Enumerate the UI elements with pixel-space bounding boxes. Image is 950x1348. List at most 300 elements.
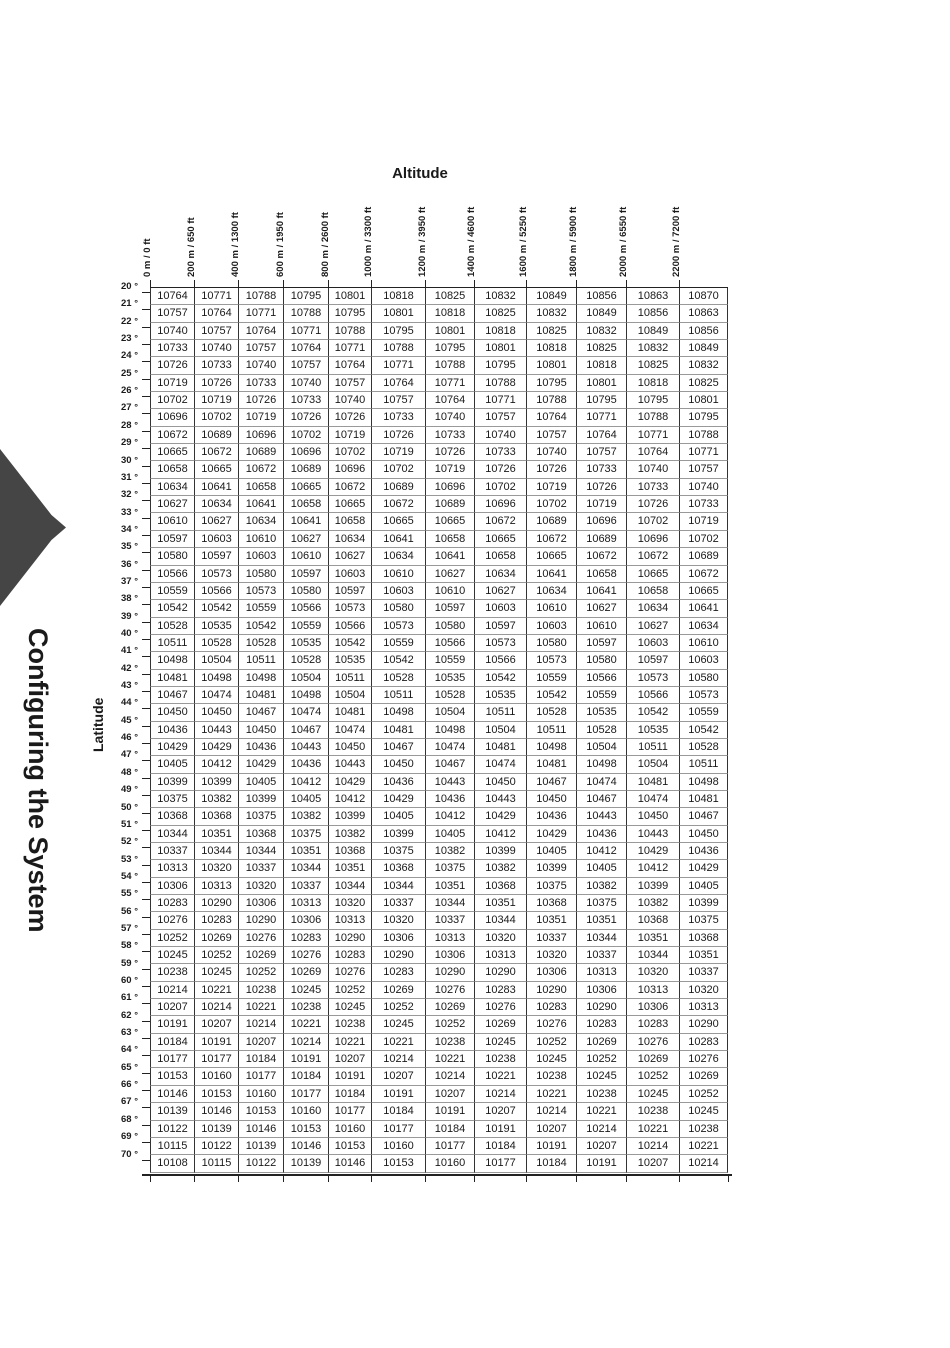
latitude-tick (142, 1090, 150, 1091)
latitude-tick (142, 951, 150, 952)
altitude-column-header: 2000 m / 6550 ft (618, 206, 629, 277)
table-cell: 10634 (526, 583, 576, 600)
table-cell: 10337 (283, 878, 328, 895)
table-cell: 10252 (526, 1034, 576, 1051)
column-top-tick (425, 280, 426, 287)
table-cell: 10283 (283, 930, 328, 947)
table-cell: 10184 (238, 1051, 283, 1068)
table-cell: 10597 (328, 583, 371, 600)
table-cell: 10313 (679, 999, 728, 1016)
table-cell: 10801 (425, 323, 474, 340)
table-cell: 10375 (371, 843, 425, 860)
altitude-column-header: 400 m / 1300 ft (230, 212, 241, 277)
latitude-tick (142, 1021, 150, 1022)
table-cell: 10542 (328, 635, 371, 652)
table-cell: 10788 (679, 427, 728, 444)
table-cell: 10733 (194, 357, 238, 374)
table-cell: 10542 (150, 600, 194, 617)
table-cell: 10412 (576, 843, 626, 860)
table-cell: 10221 (371, 1034, 425, 1051)
table-cell: 10603 (526, 618, 576, 635)
latitude-label: 57 ° (120, 922, 138, 934)
table-cell: 10726 (576, 479, 626, 496)
table-cell: 10559 (425, 652, 474, 669)
table-cell: 10672 (328, 479, 371, 496)
table-cell: 10252 (238, 964, 283, 981)
table-cell: 10405 (526, 843, 576, 860)
table-cell: 10733 (150, 340, 194, 357)
table-cell: 10467 (576, 791, 626, 808)
table-cell: 10221 (328, 1034, 371, 1051)
table-cell: 10160 (371, 1138, 425, 1155)
latitude-label: 64 ° (120, 1044, 138, 1056)
table-cell: 10184 (526, 1155, 576, 1172)
latitude-label: 21 ° (120, 298, 138, 310)
table-cell: 10801 (474, 340, 526, 357)
column-top-tick (328, 280, 329, 287)
table-cell: 10344 (194, 843, 238, 860)
column-bottom-tick (283, 1174, 284, 1182)
table-cell: 10429 (474, 808, 526, 825)
latitude-label: 20 ° (120, 281, 138, 292)
table-cell: 10375 (283, 826, 328, 843)
table-cell: 10559 (526, 670, 576, 687)
table-cell: 10238 (526, 1068, 576, 1085)
table-cell: 10351 (425, 878, 474, 895)
column-top-tick (526, 280, 527, 287)
table-cell: 10207 (526, 1121, 576, 1138)
table-cell: 10757 (194, 323, 238, 340)
table-cell: 10269 (679, 1068, 728, 1085)
table-cell: 10221 (283, 1016, 328, 1033)
column-bottom-tick (238, 1174, 239, 1182)
table-cell: 10399 (526, 860, 576, 877)
table-cell: 10535 (194, 618, 238, 635)
table-cell: 10634 (474, 566, 526, 583)
table-cell: 10177 (371, 1121, 425, 1138)
table-cell: 10627 (425, 566, 474, 583)
table-cell: 10740 (283, 375, 328, 392)
table-cell: 10160 (328, 1121, 371, 1138)
latitude-label: 45 ° (120, 714, 138, 726)
table-cell: 10689 (425, 496, 474, 513)
column-top-tick (626, 280, 627, 287)
table-cell: 10498 (283, 687, 328, 704)
table-cell: 10412 (194, 756, 238, 773)
table-cell: 10597 (283, 566, 328, 583)
table-cell: 10351 (526, 912, 576, 929)
table-cell: 10788 (238, 288, 283, 305)
latitude-tick (142, 1038, 150, 1039)
table-cell: 10351 (283, 843, 328, 860)
table-cell: 10672 (371, 496, 425, 513)
gravity-table (150, 287, 728, 1175)
table-cell: 10337 (576, 947, 626, 964)
latitude-tick (142, 743, 150, 744)
table-cell: 10658 (576, 566, 626, 583)
table-cell: 10580 (238, 566, 283, 583)
table-cell: 10795 (474, 357, 526, 374)
table-cell: 10498 (576, 756, 626, 773)
latitude-tick (142, 639, 150, 640)
table-cell: 10535 (626, 722, 679, 739)
table-cell: 10696 (425, 479, 474, 496)
latitude-label: 46 ° (120, 732, 138, 744)
table-cell: 10290 (328, 930, 371, 947)
table-cell: 10160 (194, 1068, 238, 1085)
table-cell: 10184 (371, 1103, 425, 1120)
table-cell: 10368 (626, 912, 679, 929)
table-cell: 10863 (679, 305, 728, 322)
table-cell: 10214 (194, 999, 238, 1016)
table-cell: 10627 (474, 583, 526, 600)
altitude-column-header: 2200 m / 7200 ft (671, 206, 682, 277)
table-cell: 10634 (679, 618, 728, 635)
table-cell: 10313 (425, 930, 474, 947)
table-cell: 10191 (371, 1086, 425, 1103)
table-cell: 10269 (425, 999, 474, 1016)
table-cell: 10689 (194, 427, 238, 444)
table-cell: 10351 (679, 947, 728, 964)
table-cell: 10801 (371, 305, 425, 322)
table-cell: 10276 (283, 947, 328, 964)
table-cell: 10337 (679, 964, 728, 981)
table-cell: 10344 (425, 895, 474, 912)
table-cell: 10832 (679, 357, 728, 374)
table-cell: 10252 (576, 1051, 626, 1068)
table-cell: 10634 (328, 531, 371, 548)
table-cell: 10405 (679, 878, 728, 895)
table-cell: 10115 (150, 1138, 194, 1155)
table-cell: 10511 (328, 670, 371, 687)
latitude-tick (142, 760, 150, 761)
latitude-tick (142, 986, 150, 987)
table-cell: 10740 (150, 323, 194, 340)
table-cell: 10597 (425, 600, 474, 617)
table-cell: 10450 (328, 739, 371, 756)
table-cell: 10757 (283, 357, 328, 374)
table-cell: 10344 (474, 912, 526, 929)
table-cell: 10726 (474, 461, 526, 478)
table-cell: 10238 (626, 1103, 679, 1120)
table-cell: 10764 (328, 357, 371, 374)
table-cell: 10481 (150, 670, 194, 687)
table-cell: 10276 (474, 999, 526, 1016)
table-cell: 10283 (626, 1016, 679, 1033)
table-cell: 10436 (283, 756, 328, 773)
table-cell: 10368 (474, 878, 526, 895)
table-cell: 10245 (328, 999, 371, 1016)
table-cell: 10375 (425, 860, 474, 877)
latitude-label: 47 ° (120, 749, 138, 761)
table-cell: 10214 (238, 1016, 283, 1033)
table-cell: 10146 (328, 1155, 371, 1172)
table-cell: 10252 (150, 930, 194, 947)
table-cell: 10658 (626, 583, 679, 600)
table-cell: 10702 (371, 461, 425, 478)
table-cell: 10726 (425, 444, 474, 461)
table-cell: 10542 (626, 704, 679, 721)
table-cell: 10801 (576, 375, 626, 392)
table-cell: 10436 (150, 722, 194, 739)
table-cell: 10696 (238, 427, 283, 444)
column-top-tick (238, 280, 239, 287)
table-cell: 10276 (626, 1034, 679, 1051)
table-cell: 10580 (425, 618, 474, 635)
table-cell: 10245 (194, 964, 238, 981)
table-cell: 10290 (194, 895, 238, 912)
table-cell: 10412 (474, 826, 526, 843)
table-cell: 10580 (283, 583, 328, 600)
table-cell: 10313 (194, 878, 238, 895)
latitude-label: 36 ° (120, 558, 138, 570)
table-cell: 10634 (238, 513, 283, 530)
table-cell: 10740 (626, 461, 679, 478)
table-cell: 10764 (371, 375, 425, 392)
table-cell: 10788 (526, 392, 576, 409)
table-cell: 10177 (238, 1068, 283, 1085)
table-cell: 10306 (150, 878, 194, 895)
table-cell: 10382 (474, 860, 526, 877)
table-cell: 10726 (626, 496, 679, 513)
table-cell: 10825 (576, 340, 626, 357)
table-cell: 10245 (679, 1103, 728, 1120)
table-cell: 10467 (526, 774, 576, 791)
table-cell: 10689 (238, 444, 283, 461)
table-cell: 10405 (576, 860, 626, 877)
table-cell: 10153 (283, 1121, 328, 1138)
altitude-column-header: 600 m / 1950 ft (275, 212, 286, 277)
table-cell: 10757 (150, 305, 194, 322)
table-cell: 10559 (238, 600, 283, 617)
table-cell: 10443 (283, 739, 328, 756)
table-cell: 10344 (371, 878, 425, 895)
table-cell: 10818 (371, 288, 425, 305)
table-cell: 10511 (150, 635, 194, 652)
table-cell: 10726 (150, 357, 194, 374)
table-cell: 10542 (679, 722, 728, 739)
table-cell: 10658 (238, 479, 283, 496)
table-cell: 10627 (576, 600, 626, 617)
latitude-tick (142, 396, 150, 397)
table-cell: 10603 (626, 635, 679, 652)
table-cell: 10566 (425, 635, 474, 652)
table-cell: 10665 (425, 513, 474, 530)
table-cell: 10528 (576, 722, 626, 739)
table-cell: 10566 (626, 687, 679, 704)
section-tab-marker (0, 449, 66, 606)
table-cell: 10412 (425, 808, 474, 825)
latitude-label: 54 ° (120, 870, 138, 882)
table-cell: 10238 (576, 1086, 626, 1103)
table-cell: 10764 (576, 427, 626, 444)
latitude-tick (142, 500, 150, 501)
table-cell: 10542 (194, 600, 238, 617)
table-cell: 10566 (283, 600, 328, 617)
table-cell: 10597 (474, 618, 526, 635)
table-cell: 10702 (328, 444, 371, 461)
altitude-column-header: 1000 m / 3300 ft (363, 206, 374, 277)
table-cell: 10221 (194, 982, 238, 999)
table-cell: 10795 (328, 305, 371, 322)
table-cell: 10733 (425, 427, 474, 444)
latitude-label: 50 ° (120, 801, 138, 813)
table-cell: 10313 (474, 947, 526, 964)
table-cell: 10474 (626, 791, 679, 808)
table-cell: 10450 (474, 774, 526, 791)
table-cell: 10719 (328, 427, 371, 444)
table-cell: 10597 (626, 652, 679, 669)
latitude-label: 32 ° (120, 489, 138, 501)
table-cell: 10832 (626, 340, 679, 357)
table-cell: 10429 (679, 860, 728, 877)
table-cell: 10214 (474, 1086, 526, 1103)
latitude-label: 49 ° (120, 784, 138, 796)
table-cell: 10634 (150, 479, 194, 496)
table-cell: 10191 (283, 1051, 328, 1068)
table-cell: 10443 (425, 774, 474, 791)
table-cell: 10450 (526, 791, 576, 808)
table-cell: 10368 (371, 860, 425, 877)
table-cell: 10634 (626, 600, 679, 617)
table-cell: 10764 (626, 444, 679, 461)
table-cell: 10375 (679, 912, 728, 929)
table-cell: 10719 (576, 496, 626, 513)
table-cell: 10641 (679, 600, 728, 617)
altitude-column-header: 800 m / 2600 ft (320, 212, 331, 277)
table-cell: 10474 (474, 756, 526, 773)
table-cell: 10238 (150, 964, 194, 981)
table-cell: 10764 (425, 392, 474, 409)
table-cell: 10474 (425, 739, 474, 756)
table-cell: 10757 (474, 409, 526, 426)
latitude-tick (142, 604, 150, 605)
table-cell: 10825 (626, 357, 679, 374)
latitude-tick (142, 674, 150, 675)
table-cell: 10856 (576, 288, 626, 305)
latitude-label: 62 ° (120, 1009, 138, 1021)
table-cell: 10238 (474, 1051, 526, 1068)
table-cell: 10696 (474, 496, 526, 513)
table-cell: 10443 (576, 808, 626, 825)
table-cell: 10252 (425, 1016, 474, 1033)
table-cell: 10771 (425, 375, 474, 392)
table-cell: 10313 (328, 912, 371, 929)
table-cell: 10702 (474, 479, 526, 496)
altitude-column-header: 200 m / 650 ft (186, 217, 197, 277)
table-cell: 10344 (626, 947, 679, 964)
table-cell: 10191 (194, 1034, 238, 1051)
table-cell: 10382 (576, 878, 626, 895)
table-cell: 10818 (526, 340, 576, 357)
latitude-label: 24 ° (120, 350, 138, 362)
table-cell: 10429 (194, 739, 238, 756)
altitude-column-header: 1800 m / 5900 ft (568, 206, 579, 277)
table-cell: 10177 (328, 1103, 371, 1120)
table-cell: 10207 (576, 1138, 626, 1155)
table-cell: 10788 (371, 340, 425, 357)
table-cell: 10191 (576, 1155, 626, 1172)
table-cell: 10375 (150, 791, 194, 808)
table-cell: 10184 (150, 1034, 194, 1051)
table-cell: 10191 (150, 1016, 194, 1033)
column-top-tick (371, 280, 372, 287)
latitude-tick (142, 518, 150, 519)
table-cell: 10528 (526, 704, 576, 721)
table-cell: 10672 (474, 513, 526, 530)
table-cell: 10818 (425, 305, 474, 322)
table-cell: 10719 (238, 409, 283, 426)
table-cell: 10856 (679, 323, 728, 340)
table-cell: 10849 (576, 305, 626, 322)
table-cell: 10733 (626, 479, 679, 496)
table-cell: 10429 (150, 739, 194, 756)
table-cell: 10382 (425, 843, 474, 860)
latitude-label: 27 ° (120, 402, 138, 414)
table-cell: 10573 (526, 652, 576, 669)
table-cell: 10399 (238, 791, 283, 808)
table-cell: 10641 (371, 531, 425, 548)
table-cell: 10160 (238, 1086, 283, 1103)
table-cell: 10139 (238, 1138, 283, 1155)
table-cell: 10818 (576, 357, 626, 374)
table-cell: 10344 (238, 843, 283, 860)
table-cell: 10276 (526, 1016, 576, 1033)
table-cell: 10849 (626, 323, 679, 340)
table-cell: 10696 (150, 409, 194, 426)
table-cell: 10443 (626, 826, 679, 843)
table-cell: 10429 (238, 756, 283, 773)
table-cell: 10641 (576, 583, 626, 600)
table-cell: 10627 (328, 548, 371, 565)
table-cell: 10504 (328, 687, 371, 704)
table-cell: 10368 (679, 930, 728, 947)
table-cell: 10382 (626, 895, 679, 912)
table-cell: 10665 (526, 548, 576, 565)
table-cell: 10535 (576, 704, 626, 721)
latitude-label: 61 ° (120, 992, 138, 1004)
table-cell: 10474 (194, 687, 238, 704)
table-cell: 10757 (238, 340, 283, 357)
table-cell: 10788 (425, 357, 474, 374)
latitude-tick (142, 570, 150, 571)
latitude-label: 55 ° (120, 888, 138, 900)
table-cell: 10481 (371, 722, 425, 739)
table-cell: 10474 (576, 774, 626, 791)
table-cell: 10788 (283, 305, 328, 322)
latitude-tick (142, 327, 150, 328)
table-cell: 10382 (194, 791, 238, 808)
table-cell: 10764 (238, 323, 283, 340)
table-cell: 10177 (150, 1051, 194, 1068)
table-cell: 10450 (679, 826, 728, 843)
latitude-label: 42 ° (120, 662, 138, 674)
table-cell: 10511 (371, 687, 425, 704)
table-cell: 10399 (474, 843, 526, 860)
table-cell: 10399 (626, 878, 679, 895)
table-cell: 10566 (576, 670, 626, 687)
table-cell: 10580 (150, 548, 194, 565)
table-cell: 10757 (679, 461, 728, 478)
table-cell: 10443 (328, 756, 371, 773)
table-cell: 10221 (425, 1051, 474, 1068)
table-cell: 10832 (576, 323, 626, 340)
table-cell: 10184 (474, 1138, 526, 1155)
table-cell: 10801 (328, 288, 371, 305)
table-cell: 10450 (238, 722, 283, 739)
column-top-tick (283, 280, 284, 287)
table-cell: 10672 (238, 461, 283, 478)
